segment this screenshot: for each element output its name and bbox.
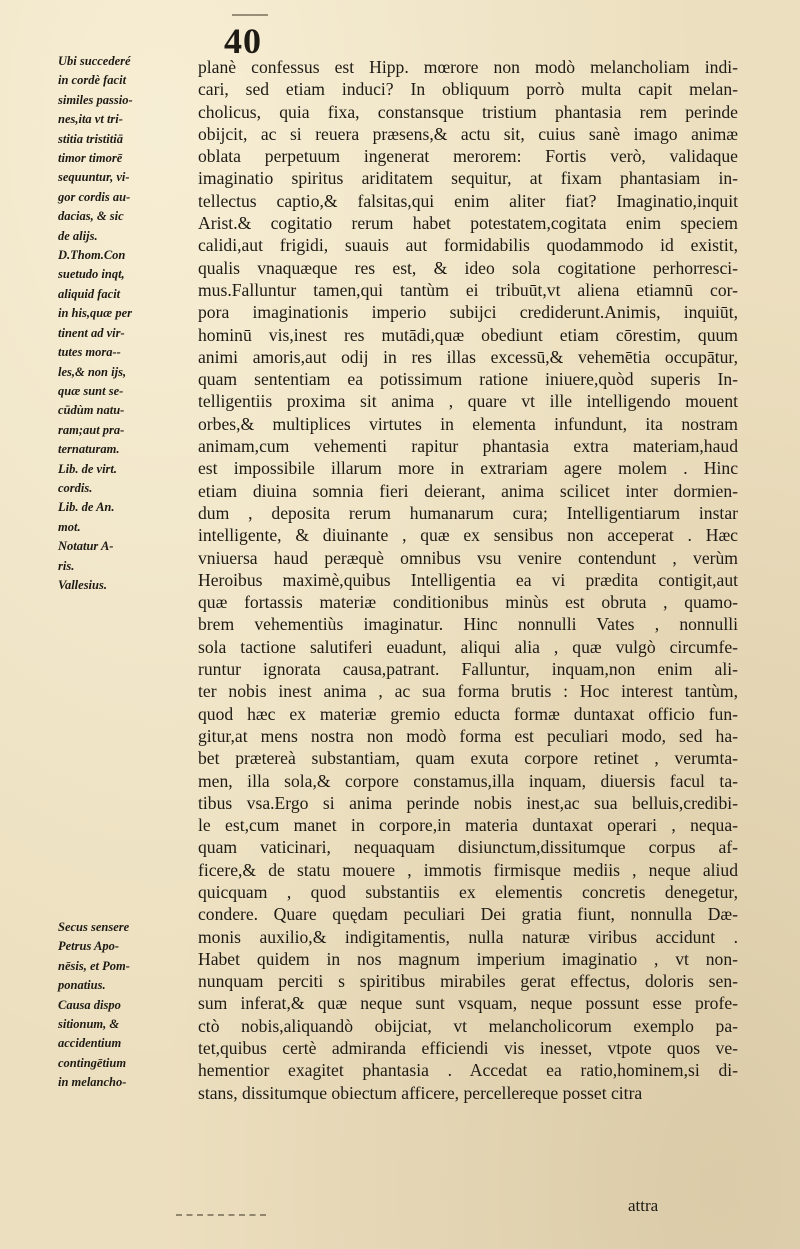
text-line: hementior exagitet phantasia . Accedat ea ratio,hominem,si di- [198, 1060, 738, 1081]
text-line: sola tactione salutiferi euadunt, aliqui alia , quæ vulgò circumfe- [198, 636, 738, 657]
text-line: runtur ignorata causa,patrant. Falluntur, inquam,non enim ali- [198, 659, 738, 680]
margin-note-line: de alijs. [58, 228, 98, 243]
margin-note-line: in his,quæ per [58, 306, 132, 321]
text-line: quæ fortassis materiæ conditionibus minùs est obruta , quamo- [198, 592, 738, 613]
text-line: etiam diuina somnia fieri deierant, anima scilicet inter dormien- [198, 480, 738, 501]
text-line: men, illa sola,& corpore constamus,illa inquam, diuersis facul ta- [198, 770, 738, 791]
text-line: nunquam perciti s spiritibus mirabiles gerat effectus, doloris sen- [198, 971, 738, 992]
margin-note-line: in cordè facit [58, 73, 127, 88]
text-line: calidi,aut frigidi, suauis aut formidabilis quodammodo id existit, [198, 235, 738, 256]
text-line: stans, dissitumque obiectum afficere, percellereque posset citra [198, 1082, 643, 1103]
margin-note-line: quæ sunt se- [58, 383, 124, 398]
margin-notes-upper [58, 52, 186, 595]
margin-note-line: similes passio- [58, 92, 133, 107]
text-line: condere. Quare quędam peculiari Dei gratia fiunt, nonnulla Dæ- [198, 904, 738, 925]
text-line: telligentiis proxima sit anima , quare vt ille intelligendo mouent [198, 391, 738, 412]
margin-note-line: D.Thom.Con [58, 248, 126, 263]
text-line: ter nobis inest anima , ac sua forma brutis : Hoc interest tantùm, [198, 681, 738, 702]
text-line: brem vehementiùs imaginatur. Hinc nonnulli Vates , nonnulli [198, 614, 738, 635]
text-line: Habet quidem in nos magnum imperium imaginatio , vt non- [198, 948, 738, 969]
margin-note-line: Ubi succederé [58, 54, 131, 68]
text-line: Arist.& cogitatio rerum habet potestatem,cogitata enim speciem [198, 213, 738, 234]
margin-notes-lower [58, 918, 130, 1093]
margin-note-line: Petrus Apo- [58, 939, 119, 954]
margin-note-line: dacias, & sic [58, 209, 124, 224]
text-line: est impossibile illarum more in extrariam agere molem . Hinc [198, 458, 738, 479]
page-number: 40 [224, 21, 262, 61]
margin-note-line: sequuntur, vi- [58, 170, 130, 185]
margin-note-line: ris. [58, 558, 75, 573]
margin-note-line: nēsis, et Pom- [58, 958, 130, 973]
text-line: dum , deposita rerum humanarum cura; Intelligentiarum instar [198, 502, 738, 523]
margin-note-line: gor cordis au- [58, 189, 131, 204]
text-line: quam vaticinari, nequaquam disiunctum,dissitumque corpus af- [198, 837, 738, 858]
text-line: qualis vnaquæque res est, & ideo sola cogitatione perhorresci- [198, 257, 738, 278]
margin-note-line: Secus sensere [58, 920, 130, 934]
margin-note-line: in melancho- [58, 1075, 127, 1090]
margin-note-line: les,& non ijs, [58, 364, 127, 379]
text-line: quod hæc ex materiæ gremio educta formæ duntaxat officio fun- [198, 703, 738, 724]
margin-note-line: nes,ita vt tri- [58, 112, 123, 127]
margin-note-line: cūdùm natu- [58, 403, 125, 418]
text-line: le est,cum manet in corpore,in materia duntaxat operari , nequa- [198, 815, 738, 836]
margin-notes [58, 52, 186, 1090]
text-line: ficere,& de statu mouere , immotis firmisque mediis , neque aliud [198, 859, 738, 880]
margin-note-line: Causa dispo [58, 997, 121, 1012]
margin-note-line: ram;aut pra- [58, 422, 125, 437]
text-line: monis auxilio,& indigitamentis, nulla naturæ viribus accidunt . [198, 926, 738, 947]
text-line: Heroibus maximè,quibus Intelligentia ea vi prædita contigit,aut [198, 569, 738, 590]
margin-note-line: aliquid facit [58, 286, 121, 301]
text-line: cholicus, quia fixa, constansque tristium phantasia rem perinde [198, 101, 738, 122]
margin-note-line: stitia tristitiā [58, 131, 123, 146]
margin-note-line: tutes mora-- [58, 345, 121, 360]
margin-note-line: Lib. de virt. [58, 461, 118, 476]
margin-note-line: contingētium [58, 1055, 127, 1070]
text-line: pora imaginationis imperio subijci crediderunt.Animis, inquiūt, [198, 302, 738, 323]
text-line: quicquam , quod substantiis ex elementis concretis denegetur, [198, 881, 738, 902]
text-line: cari, sed etiam induci? In obliquum porrò multa capit melan- [198, 79, 738, 100]
margin-note-line: cordis. [58, 480, 93, 495]
text-line: animi amoris,aut odij in res illas excessū,& vehemētia occupātur, [198, 346, 738, 367]
text-line: orbes,& multiplices virtutes in elementa infundunt, ita nostram [198, 413, 738, 434]
margin-note-line: Vallesius. [58, 577, 107, 592]
margin-note-line: mot. [58, 519, 81, 534]
text-line: planè confessus est Hipp. mœrore non modò melancholiam indi- [198, 57, 738, 77]
catchword: attra [628, 1196, 659, 1215]
signature-mark [176, 1214, 266, 1224]
text-line: ctò nobis,aliquandò obijciat, vt melancholicorum exemplo pa- [198, 1015, 738, 1036]
text-line: obijcit, ac si reuera præsens,& actu sit, cuius sanè imago animæ [198, 123, 738, 144]
margin-note-line: timor timorē [58, 151, 123, 166]
margin-note-line: Lib. de An. [58, 500, 115, 515]
text-line: gitur,at mens nostra non modò forma est peculiari modo, sed ha- [198, 725, 738, 746]
margin-note-line: tinent ad vir- [58, 325, 125, 340]
text-line: hominū vis,inest res mutādi,quæ obediunt etiam cōrestim, quum [198, 324, 738, 345]
margin-note-line: suetudo inqt, [58, 267, 125, 282]
margin-note-line: ternaturam. [58, 442, 120, 457]
text-line: vniuersa haud peræquè omnibus vsu venire contendunt , verùm [198, 547, 738, 568]
text-line: mus.Falluntur tamen,qui tantùm ei tribuūt,vt aliena etiamnū cor- [198, 279, 738, 300]
text-line: tet,quibus certè admiranda efficiendi vis inesset, vtpote quos ve- [198, 1038, 738, 1059]
text-line: bet prætereà substantiam, quam exuta corpore retinet , verumta- [198, 748, 738, 769]
margin-note-line: sitionum, & [58, 1017, 120, 1032]
text-line: quam sententiam ea potissimum ratione iniuere,quòd superis In- [198, 369, 738, 390]
body-text [198, 56, 738, 1104]
text-line: intelligente, & diuinante , quæ ex sensibus non acceperat . Hæc [198, 525, 738, 546]
text-line: imaginatio spiritus ariditatem sequitur, at fixam phantasiam in- [198, 168, 738, 189]
text-line: tibus vsa.Ergo si anima perinde nobis inest,ac sua belluis,credibi- [198, 792, 738, 813]
text-line: oblata perpetuum ingenerat merorem: Fortis verò, validaque [198, 146, 738, 167]
margin-note-line: ponatius. [58, 978, 106, 993]
text-line: animam,cum vehementi rapitur phantasia extra materiam,haud [198, 436, 738, 457]
text-line: tellectus captio,& falsitas,qui enim aliter fiat? Imaginatio,inquit [198, 190, 738, 211]
margin-note-line: accidentium [58, 1036, 122, 1051]
text-line: sum inferat,& quæ neque sunt vsquam, neque possunt esse profe- [198, 993, 738, 1014]
margin-note-line: Notatur A- [58, 539, 114, 554]
